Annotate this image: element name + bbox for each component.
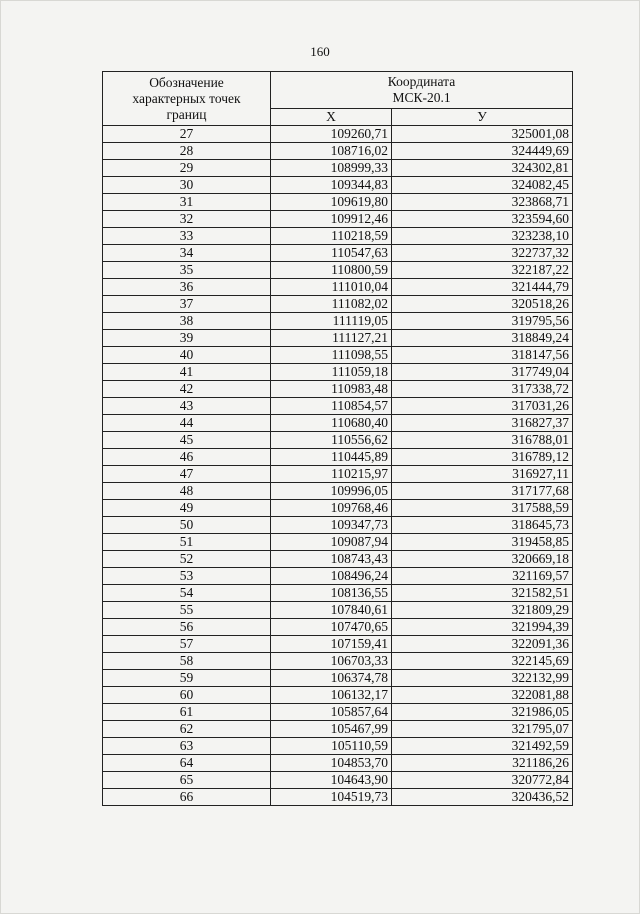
y-coordinate-cell: 323868,71 [392,194,573,211]
point-number-cell: 34 [103,245,271,262]
y-coordinate-cell: 325001,08 [392,126,573,143]
point-number-cell: 65 [103,772,271,789]
y-coordinate-cell: 323238,10 [392,228,573,245]
header-x: Х [271,109,392,126]
table-row [103,602,573,619]
point-number-cell: 58 [103,653,271,670]
table-body [103,126,573,806]
header-points [103,72,271,126]
table-row [103,279,573,296]
y-coordinate-cell: 320518,26 [392,296,573,313]
coordinates-table [102,71,573,806]
point-number-cell: 56 [103,619,271,636]
y-coordinate-cell: 318645,73 [392,517,573,534]
y-coordinate-cell: 317031,26 [392,398,573,415]
table-row [103,551,573,568]
x-coordinate-cell: 109260,71 [271,126,392,143]
y-coordinate-cell: 321994,39 [392,619,573,636]
table-row [103,126,573,143]
table-row [103,211,573,228]
y-coordinate-cell: 320436,52 [392,789,573,806]
header-points-line3: границ [166,106,207,122]
table-row [103,466,573,483]
x-coordinate-cell: 108999,33 [271,160,392,177]
y-coordinate-cell: 317749,04 [392,364,573,381]
point-number-cell: 32 [103,211,271,228]
table-row [103,687,573,704]
x-coordinate-cell: 110215,97 [271,466,392,483]
y-coordinate-cell: 316789,12 [392,449,573,466]
x-coordinate-cell: 104519,73 [271,789,392,806]
point-number-cell: 54 [103,585,271,602]
x-coordinate-cell: 110800,59 [271,262,392,279]
point-number-cell: 60 [103,687,271,704]
point-number-cell: 62 [103,721,271,738]
y-coordinate-cell: 316788,01 [392,432,573,449]
header-coordinate-line1: Координата [387,74,456,89]
point-number-cell: 59 [103,670,271,687]
point-number-cell: 46 [103,449,271,466]
y-coordinate-cell: 322737,32 [392,245,573,262]
header-y: У [392,109,573,126]
table-row [103,653,573,670]
y-coordinate-cell: 319795,56 [392,313,573,330]
y-coordinate-cell: 321986,05 [392,704,573,721]
table-row [103,483,573,500]
y-coordinate-cell: 319458,85 [392,534,573,551]
table-row [103,755,573,772]
table-row [103,789,573,806]
y-coordinate-cell: 320669,18 [392,551,573,568]
x-coordinate-cell: 111127,21 [271,330,392,347]
point-number-cell: 27 [103,126,271,143]
table-row [103,313,573,330]
page-number: 160 [310,44,330,59]
point-number-cell: 44 [103,415,271,432]
y-coordinate-cell: 321186,26 [392,755,573,772]
x-coordinate-cell: 111098,55 [271,347,392,364]
x-coordinate-cell: 105857,64 [271,704,392,721]
point-number-cell: 63 [103,738,271,755]
point-number-cell: 36 [103,279,271,296]
point-number-cell: 33 [103,228,271,245]
y-coordinate-cell: 321809,29 [392,602,573,619]
table-row [103,721,573,738]
point-number-cell: 38 [103,313,271,330]
table-row [103,636,573,653]
x-coordinate-cell: 109912,46 [271,211,392,228]
table-row [103,381,573,398]
x-coordinate-cell: 105467,99 [271,721,392,738]
point-number-cell: 57 [103,636,271,653]
y-coordinate-cell: 324302,81 [392,160,573,177]
x-coordinate-cell: 110218,59 [271,228,392,245]
y-coordinate-cell: 318147,56 [392,347,573,364]
table-row [103,670,573,687]
point-number-cell: 61 [103,704,271,721]
table-row [103,262,573,279]
y-coordinate-cell: 322132,99 [392,670,573,687]
x-coordinate-cell: 110854,57 [271,398,392,415]
point-number-cell: 55 [103,602,271,619]
point-number-cell: 50 [103,517,271,534]
y-coordinate-cell: 318849,24 [392,330,573,347]
x-coordinate-cell: 108743,43 [271,551,392,568]
table-row [103,194,573,211]
table-row [103,738,573,755]
y-coordinate-cell: 322187,22 [392,262,573,279]
table-row [103,415,573,432]
table-row [103,585,573,602]
point-number-cell: 43 [103,398,271,415]
table-row [103,245,573,262]
point-number-cell: 41 [103,364,271,381]
x-coordinate-cell: 108716,02 [271,143,392,160]
x-coordinate-cell: 108496,24 [271,568,392,585]
point-number-cell: 28 [103,143,271,160]
header-coordinate [271,72,573,109]
y-coordinate-cell: 322145,69 [392,653,573,670]
x-coordinate-cell: 106374,78 [271,670,392,687]
x-coordinate-cell: 104643,90 [271,772,392,789]
x-coordinate-cell: 109996,05 [271,483,392,500]
header-points-line2: характерных точек [132,90,241,106]
y-coordinate-cell: 321169,57 [392,568,573,585]
header-points-line1: Обозначение [149,74,224,90]
y-coordinate-cell: 324082,45 [392,177,573,194]
point-number-cell: 49 [103,500,271,517]
table-row [103,228,573,245]
point-number-cell: 35 [103,262,271,279]
x-coordinate-cell: 110547,63 [271,245,392,262]
table-row [103,517,573,534]
table-row [103,432,573,449]
point-number-cell: 29 [103,160,271,177]
table-row [103,772,573,789]
table-row [103,330,573,347]
x-coordinate-cell: 109347,73 [271,517,392,534]
y-coordinate-cell: 323594,60 [392,211,573,228]
table-row [103,500,573,517]
x-coordinate-cell: 109087,94 [271,534,392,551]
y-coordinate-cell: 317177,68 [392,483,573,500]
y-coordinate-cell: 322081,88 [392,687,573,704]
x-coordinate-cell: 110556,62 [271,432,392,449]
point-number-cell: 64 [103,755,271,772]
table-row [103,364,573,381]
y-coordinate-cell: 322091,36 [392,636,573,653]
x-coordinate-cell: 106703,33 [271,653,392,670]
point-number-cell: 66 [103,789,271,806]
x-coordinate-cell: 107159,41 [271,636,392,653]
y-coordinate-cell: 320772,84 [392,772,573,789]
table-row [103,143,573,160]
y-coordinate-cell: 316827,37 [392,415,573,432]
x-coordinate-cell: 111119,05 [271,313,392,330]
point-number-cell: 31 [103,194,271,211]
x-coordinate-cell: 111059,18 [271,364,392,381]
table-row [103,568,573,585]
x-coordinate-cell: 106132,17 [271,687,392,704]
y-coordinate-cell: 317338,72 [392,381,573,398]
table-row [103,619,573,636]
table-row [103,296,573,313]
x-coordinate-cell: 109619,80 [271,194,392,211]
x-coordinate-cell: 105110,59 [271,738,392,755]
x-coordinate-cell: 111082,02 [271,296,392,313]
table-row [103,534,573,551]
x-coordinate-cell: 109344,83 [271,177,392,194]
point-number-cell: 39 [103,330,271,347]
table-row [103,398,573,415]
x-coordinate-cell: 110983,48 [271,381,392,398]
header-coordinate-line2: МСК-20.1 [392,90,451,105]
y-coordinate-cell: 321444,79 [392,279,573,296]
point-number-cell: 30 [103,177,271,194]
point-number-cell: 51 [103,534,271,551]
table-header [103,72,573,126]
point-number-cell: 48 [103,483,271,500]
table-row [103,704,573,721]
header-row-top [103,72,573,109]
y-coordinate-cell: 321492,59 [392,738,573,755]
x-coordinate-cell: 111010,04 [271,279,392,296]
table-row [103,347,573,364]
x-coordinate-cell: 104853,70 [271,755,392,772]
point-number-cell: 47 [103,466,271,483]
point-number-cell: 45 [103,432,271,449]
y-coordinate-cell: 324449,69 [392,143,573,160]
x-coordinate-cell: 108136,55 [271,585,392,602]
y-coordinate-cell: 316927,11 [392,466,573,483]
table-row [103,160,573,177]
point-number-cell: 53 [103,568,271,585]
x-coordinate-cell: 109768,46 [271,500,392,517]
point-number-cell: 37 [103,296,271,313]
y-coordinate-cell: 321795,07 [392,721,573,738]
point-number-cell: 40 [103,347,271,364]
x-coordinate-cell: 107840,61 [271,602,392,619]
x-coordinate-cell: 107470,65 [271,619,392,636]
point-number-cell: 42 [103,381,271,398]
x-coordinate-cell: 110680,40 [271,415,392,432]
point-number-cell: 52 [103,551,271,568]
table-row [103,177,573,194]
table-row [103,449,573,466]
y-coordinate-cell: 321582,51 [392,585,573,602]
y-coordinate-cell: 317588,59 [392,500,573,517]
x-coordinate-cell: 110445,89 [271,449,392,466]
